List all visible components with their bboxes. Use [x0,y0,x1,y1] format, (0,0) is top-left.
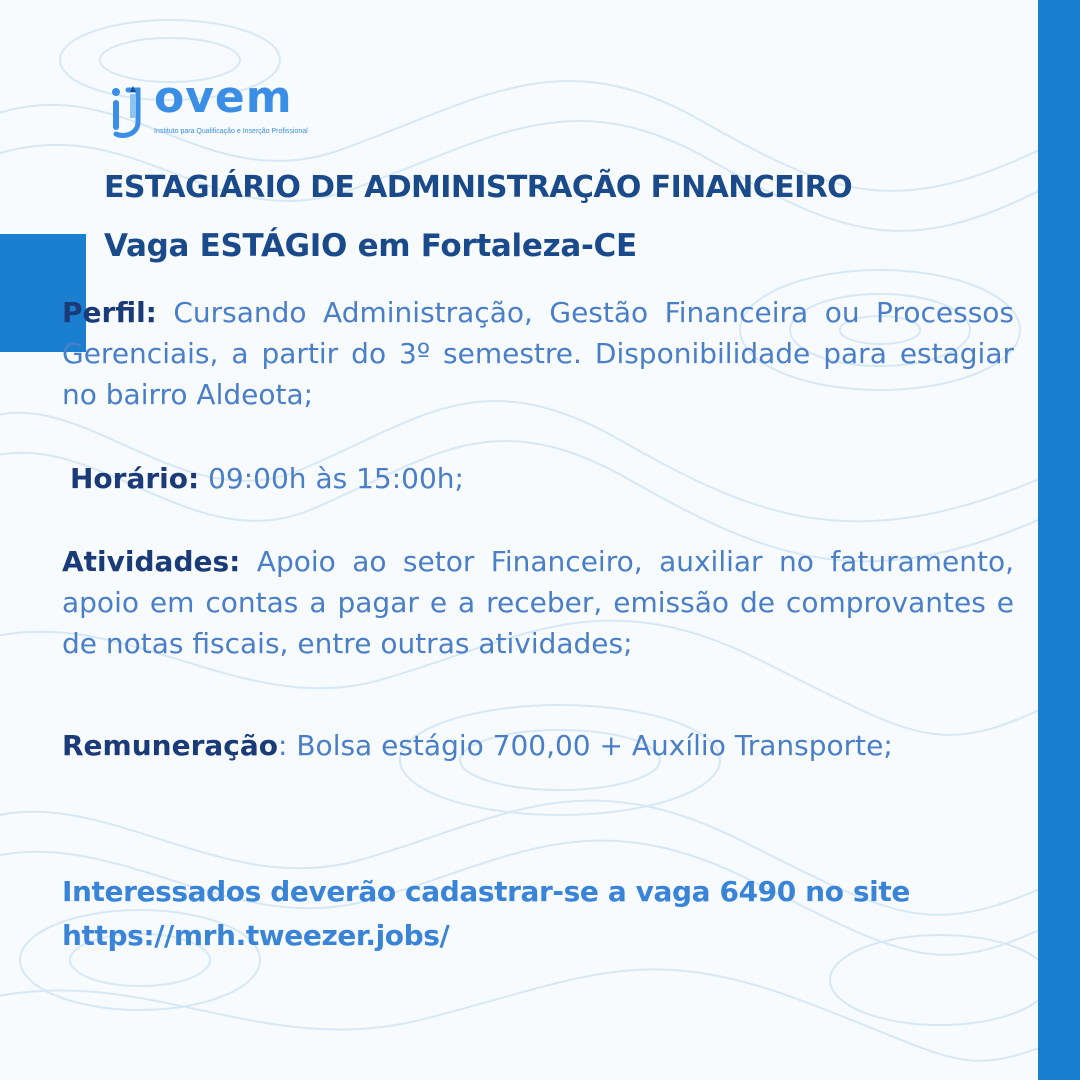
logo-wordmark: ovem [154,72,293,123]
horario-text: 09:00h às 15:00h; [199,462,464,495]
atividades-section [62,541,1014,664]
ij-pencil-logo-icon [108,84,152,140]
atividades-label: Atividades: [62,545,241,578]
remuneracao-text: : Bolsa estágio 700,00 + Auxílio Transporte; [278,729,893,762]
remuneracao-section [62,723,1014,768]
atividades-text: Apoio ao setor Financeiro, auxiliar no faturamento, apoio em contas a pagar e a receber, emissão de comprovantes e de notas fiscais, entre outras atividades; [62,545,1014,660]
cta-link[interactable]: https://mrh.tweezer.jobs/ [62,919,450,952]
perfil-text: Cursando Administração, Gestão Financeira ou Processos Gerenciais, a partir do 3º semestre. Disponibilidade para estagiar no bairro Aldeota; [62,296,1014,411]
application-cta [62,870,1022,958]
cta-text: Interessados deverão cadastrar-se a vaga 6490 no site [62,875,910,908]
horario-section [70,458,1022,499]
perfil-label: Perfil: [62,296,157,329]
logo-tagline: Instituto para Qualificação e Inserção Profissional [154,128,308,135]
perfil-section [62,292,1014,415]
job-title: ESTAGIÁRIO DE ADMINISTRAÇÃO FINANCEIRO [104,170,853,205]
remuneracao-label: Remuneração [62,729,279,762]
right-accent-bar [1038,0,1080,1080]
horario-label: Horário: [70,462,200,495]
job-subtitle: Vaga ESTÁGIO em Fortaleza-CE [104,228,637,264]
ijovem-logo [108,72,328,142]
